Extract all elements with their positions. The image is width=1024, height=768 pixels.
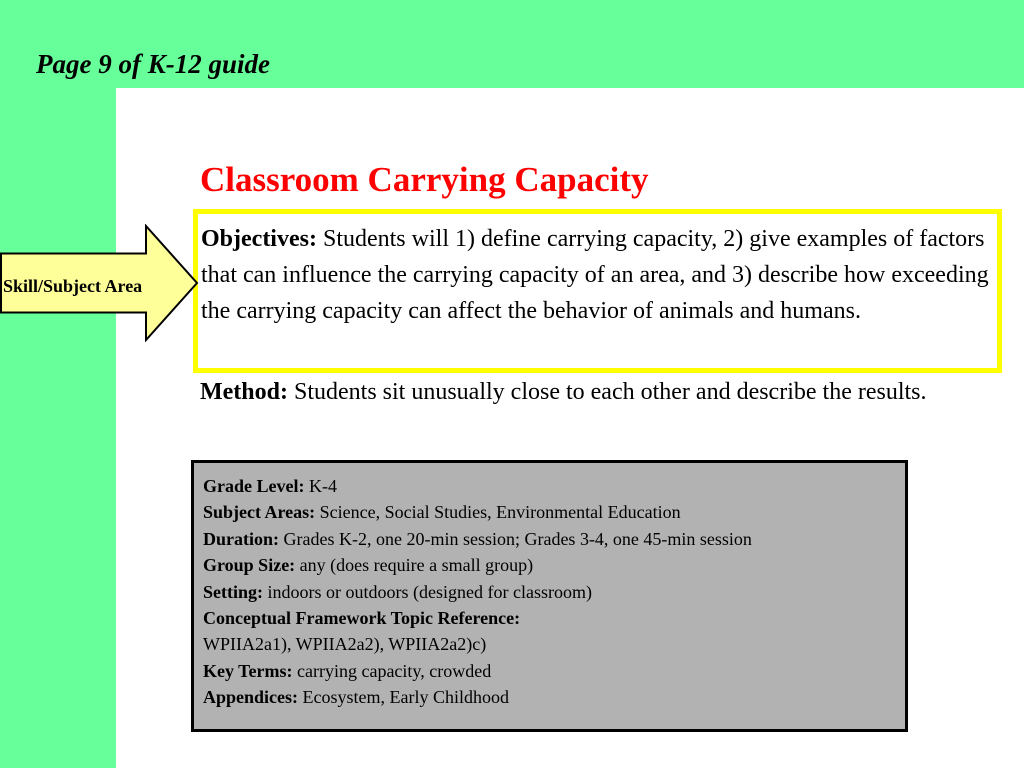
setting-row <box>203 579 905 605</box>
skill-subject-area-label: Skill/Subject Area <box>3 276 143 296</box>
subject-areas-value: Science, Social Studies, Environmental Education <box>319 502 681 523</box>
framework-label-row <box>203 605 905 631</box>
key-terms-label: Key Terms: <box>203 660 293 681</box>
appendices-row <box>203 684 905 710</box>
method-text: Students sit unusually close to each other and describe the results. <box>293 379 927 405</box>
setting-label: Setting: <box>203 581 263 602</box>
group-size-label: Group Size: <box>203 555 296 576</box>
page-label: Page 9 of K-12 guide <box>36 49 270 79</box>
key-terms-row <box>203 658 905 684</box>
framework-label: Conceptual Framework Topic Reference: <box>203 608 521 629</box>
framework-value: WPIIA2a1), WPIIA2a2), WPIIA2a2)c) <box>203 634 487 655</box>
setting-value: indoors or outdoors (designed for classroom) <box>267 581 592 602</box>
objectives-box <box>193 209 1002 373</box>
subject-areas-label: Subject Areas: <box>203 502 316 523</box>
framework-value-row <box>203 631 905 657</box>
method-paragraph <box>200 374 1000 411</box>
key-terms-value: carrying capacity, crowded <box>297 660 492 681</box>
grade-level-label: Grade Level: <box>203 476 305 496</box>
subject-areas-row <box>203 499 905 525</box>
group-size-row <box>203 552 905 578</box>
appendices-value: Ecosystem, Early Childhood <box>302 687 509 708</box>
group-size-value: any (does require a small group) <box>299 555 534 576</box>
page-title: Classroom Carrying Capacity <box>200 160 649 199</box>
grade-level-value: K-4 <box>308 476 337 496</box>
duration-row <box>203 526 905 552</box>
method-label: Method: <box>200 379 288 405</box>
objectives-text: Students will 1) define carrying capacity, 2) give examples of factors that can influence the carrying capacity of an area, and 3) describe how exceeding the carrying capacity can affect the behavior of animals and humans. <box>201 226 989 324</box>
lesson-info-box <box>191 460 908 732</box>
appendices-label: Appendices: <box>203 687 299 708</box>
grade-level-row <box>203 473 905 499</box>
duration-label: Duration: <box>203 528 279 549</box>
duration-value: Grades K-2, one 20-min session; Grades 3-4, one 45-min session <box>283 528 752 549</box>
objectives-label: Objectives: <box>201 226 317 252</box>
